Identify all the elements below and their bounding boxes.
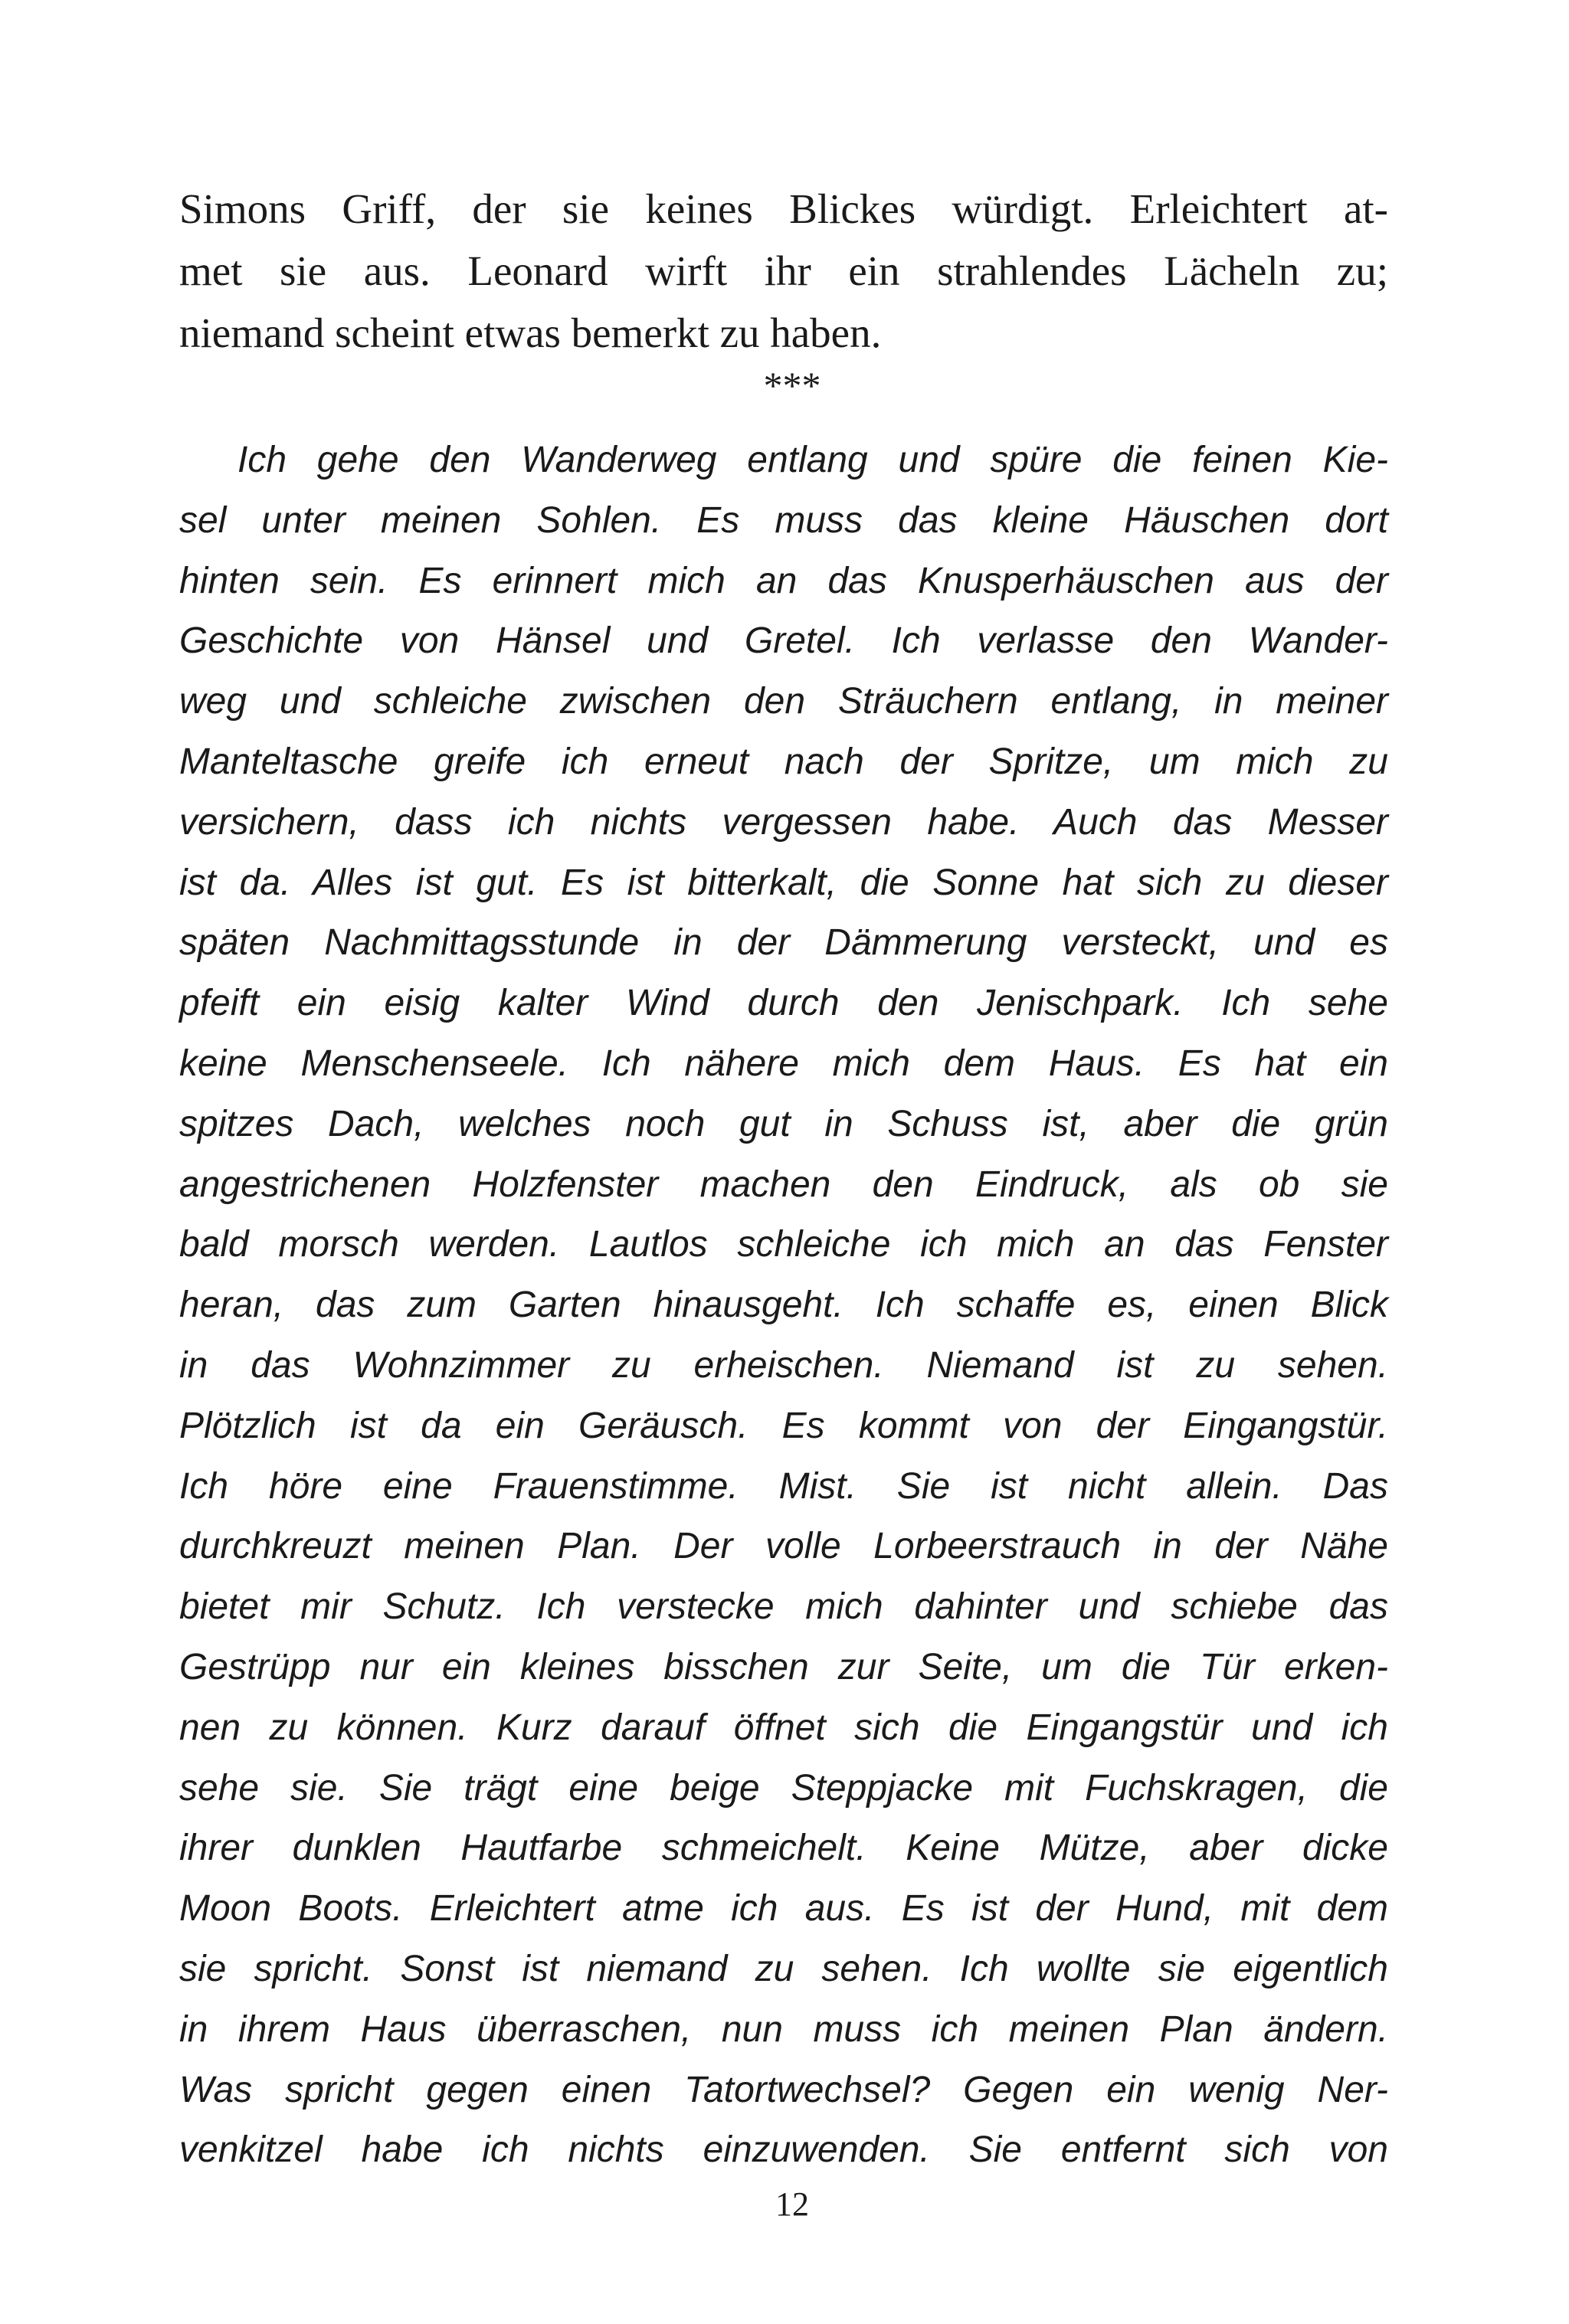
text-line: durchkreuzt meinen Plan. Der volle Lorbeerstrauch in der Nähe [179,1526,1388,1567]
opening-paragraph [179,178,1388,364]
section-separator: *** [763,364,821,407]
text-line: Simons Griff, der sie keines Blickes würdigt. Erleichtert at- [179,185,1388,232]
text-line: heran, das zum Garten hinausgeht. Ich schaffe es, einen Blick [179,1285,1388,1326]
page-number: 12 [775,2185,809,2223]
text-line: spitzes Dach, welches noch gut in Schuss ist, aber die grün [179,1103,1388,1144]
text-line: ist da. Alles ist gut. Es ist bitterkalt, die Sonne hat sich zu dieser [179,862,1388,903]
text-line: bietet mir Schutz. Ich verstecke mich dahinter und schiebe das [179,1586,1388,1628]
text-line: Geschichte von Hänsel und Gretel. Ich verlasse den Wander- [179,620,1388,662]
text-line: Ich gehe den Wanderweg entlang und spüre die feinen Kie- [237,440,1388,480]
text-line: keine Menschenseele. Ich nähere mich dem Haus. Es hat ein [179,1043,1388,1084]
text-line: bald morsch werden. Lautlos schleiche ich mich an das Fenster [179,1224,1388,1265]
text-line: weg und schleiche zwischen den Sträuchern entlang, in meiner [179,681,1388,722]
italic-paragraph [179,430,1388,2181]
text-line: versichern, dass ich nichts vergessen habe. Auch das Messer [179,801,1388,843]
text-line: Manteltasche greife ich erneut nach der Spritze, um mich zu [179,741,1388,782]
text-line: Ich höre eine Frauenstimme. Mist. Sie ist nicht allein. Das [179,1465,1388,1507]
text-line: venkitzel habe ich nichts einzuwenden. Sie entfernt sich von [179,2129,1388,2171]
text-line: sel unter meinen Sohlen. Es muss das kleine Häuschen dort [179,499,1388,541]
text-line: pfeift ein eisig kalter Wind durch den Jenischpark. Ich sehe [179,983,1388,1024]
text-line: sie spricht. Sonst ist niemand zu sehen. Ich wollte sie eigentlich [179,1948,1388,1989]
text-line: Plötzlich ist da ein Geräusch. Es kommt von der Eingangstür. [179,1405,1388,1446]
text-line: Was spricht gegen einen Tatortwechsel? Gegen ein wenig Ner- [179,2069,1388,2110]
text-line: in ihrem Haus überraschen, nun muss ich meinen Plan ändern. [179,2008,1388,2050]
text-line: Gestrüpp nur ein kleines bisschen zur Seite, um die Tür erken- [179,1646,1388,1687]
text-line: met sie aus. Leonard wirft ihr ein strahlendes Lächeln zu; [179,247,1388,294]
text-line: nen zu können. Kurz darauf öffnet sich die Eingangstür und ich [179,1707,1388,1748]
text-line: sehe sie. Sie trägt eine beige Steppjacke mit Fuchskragen, die [179,1767,1388,1808]
text-line: ihrer dunklen Hautfarbe schmeichelt. Keine Mütze, aber dicke [179,1828,1388,1869]
text-line: Moon Boots. Erleichtert atme ich aus. Es ist der Hund, mit dem [179,1888,1388,1930]
text-line: niemand scheint etwas bemerkt zu haben. [179,309,882,356]
text-line: hinten sein. Es erinnert mich an das Knusperhäuschen aus der [179,560,1388,601]
text-line: späten Nachmittagsstunde in der Dämmerung versteckt, und es [179,922,1388,964]
text-line: in das Wohnzimmer zu erheischen. Niemand ist zu sehen. [179,1344,1388,1386]
text-line: angestrichenen Holzfenster machen den Eindruck, als ob sie [179,1164,1388,1205]
